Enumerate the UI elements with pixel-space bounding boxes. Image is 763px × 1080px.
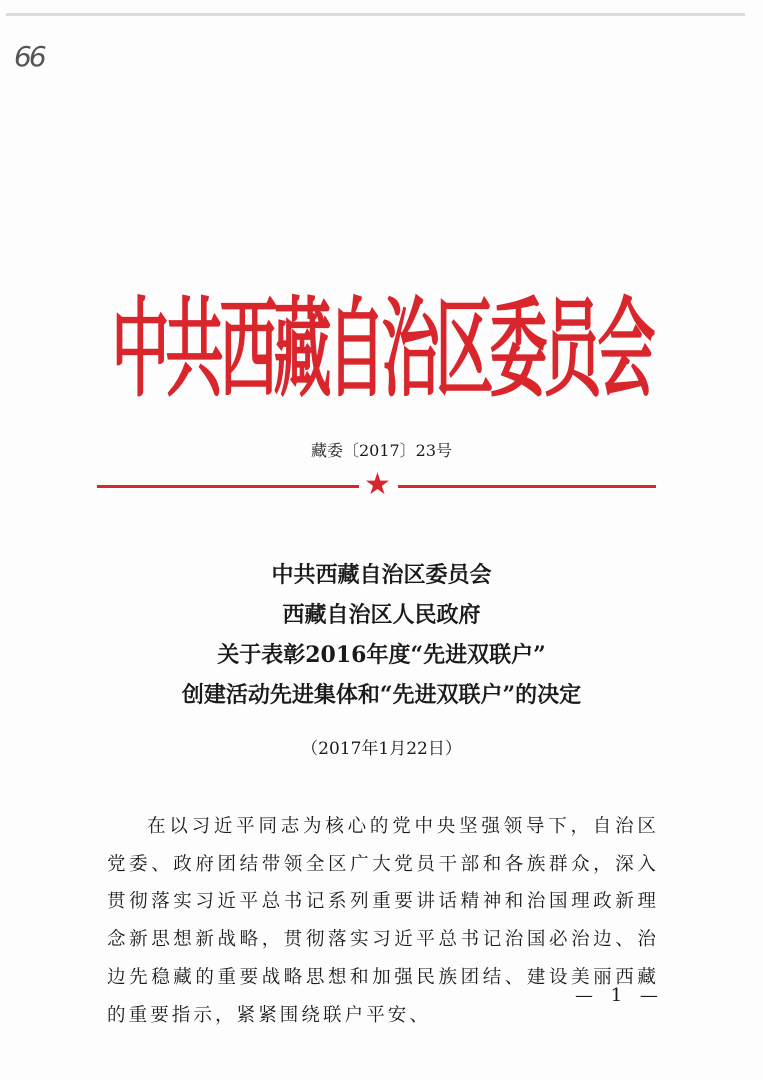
scan-edge-line — [6, 13, 745, 16]
title-line: 创建活动先进集体和“先进双联户”的决定 — [181, 682, 582, 708]
title-line: 关于表彰2016年度“先进双联户” — [217, 642, 546, 668]
document-title — [0, 558, 763, 718]
red-divider-left — [97, 485, 359, 488]
handwritten-note: 66 — [14, 40, 44, 73]
star-icon: ★ — [364, 467, 391, 502]
document-number: 藏委〔2017〕23号 — [310, 441, 453, 460]
title-line: 中共西藏自治区委员会 — [271, 562, 492, 588]
body-text: 在以习近平同志为核心的党中央坚强领导下，自治区党委、政府团结带领全区广大党员干部和各族群众，深入贯彻落实习近平总书记系列重要讲话精神和治国理政新理念新思想新战略，贯彻落实习近平总书记治国必治边、治边先稳藏的重要战略思想和加强民族团结、建设美丽西藏的重要指示，紧紧围绕联户平安、 — [107, 816, 659, 1026]
issuing-organization: 中共西藏自治区委员会 — [111, 286, 652, 412]
title-line: 西藏自治区人民政府 — [282, 602, 481, 628]
red-divider-right — [398, 485, 656, 488]
page-number: — 1 — — [575, 985, 664, 1006]
document-date: （2017年1月22日） — [301, 739, 462, 759]
